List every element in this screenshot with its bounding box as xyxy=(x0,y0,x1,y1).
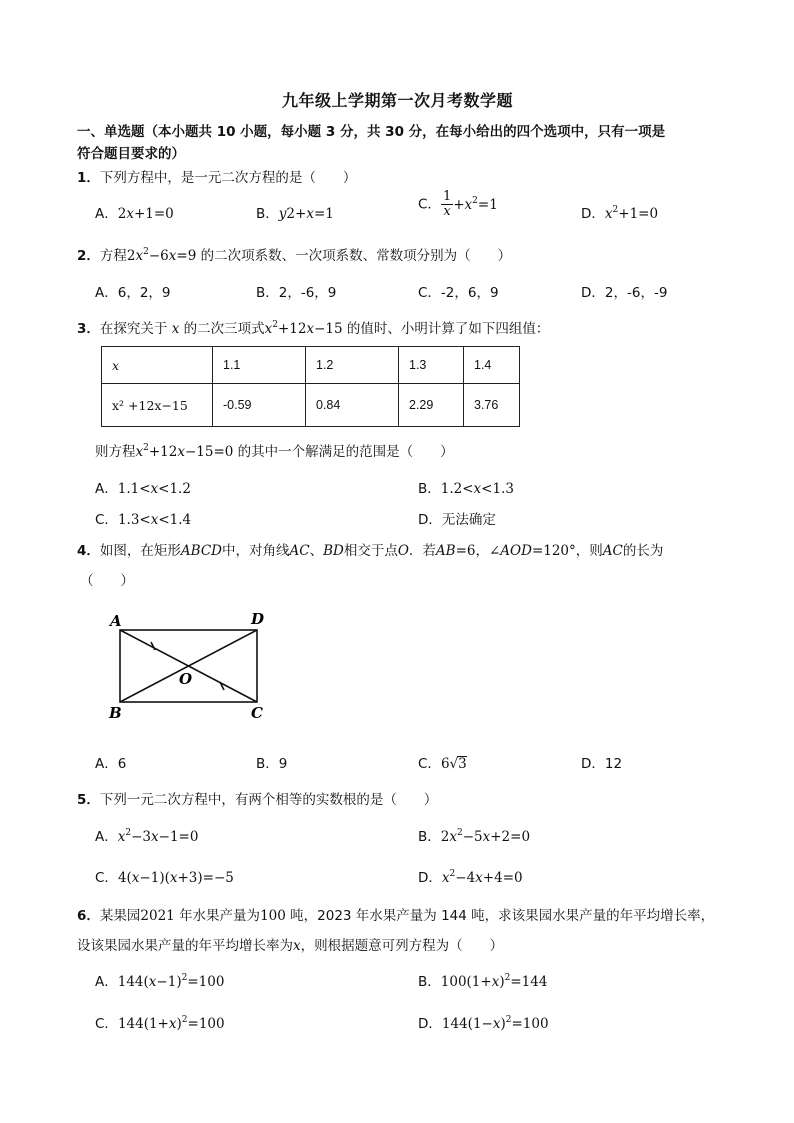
q3-option-b[interactable]: B．1.2<x<1.3 xyxy=(418,481,514,497)
question-6-line1: 6．某果园2021 年水果产量为100 吨，2023 年水果产量为 144 吨，求该果园水果产量的年平均增长率， xyxy=(77,908,715,924)
section-heading-line2: 符合题目要求的） xyxy=(77,146,185,162)
q4-option-b[interactable]: B．9 xyxy=(256,756,288,772)
label-c: C xyxy=(251,704,263,722)
table-cell: x xyxy=(102,347,213,384)
values-table xyxy=(101,346,520,427)
q4-option-d[interactable]: D．12 xyxy=(581,756,623,772)
label-d: D xyxy=(251,610,265,628)
q5-option-a[interactable]: A．$x^2-3x-1=0$ xyxy=(95,828,199,845)
table-row xyxy=(102,347,520,384)
q5-option-b[interactable]: B．$2x^2-5x+2=0$ xyxy=(418,828,531,845)
question-number: 1． xyxy=(77,170,100,186)
question-4-paren: （ ） xyxy=(80,573,134,589)
question-5: 5．下列一元二次方程中，有两个相等的实数根的是（ ） xyxy=(77,792,438,808)
table-cell: 0.84 xyxy=(306,384,399,427)
question-3: 3．在探究关于 x 的二次三项式$x^2+12x-15$ 的值时、小明计算了如下四组值： xyxy=(77,320,550,337)
question-stem: 下列方程中，是一元二次方程的是（ ） xyxy=(99,170,357,186)
q2-option-d[interactable]: D．2，-6，-9 xyxy=(581,285,668,301)
q4-option-a[interactable]: A．6 xyxy=(95,756,127,772)
table-cell: 1.1 xyxy=(213,347,306,384)
q3-option-d[interactable]: D．无法确定 xyxy=(418,512,496,528)
section-heading-line1: 一、单选题（本小题共 10 小题，每小题 3 分，共 30 分，在每小给出的四个选项中，只有一项是 xyxy=(77,124,666,140)
table-cell: 3.76 xyxy=(464,384,520,427)
question-4: 4．如图，在矩形ABCD中，对角线AC、BD相交于点O．若AB=6，∠AOD=120°，则AC的长为 xyxy=(77,543,664,559)
q1-option-d[interactable]: D．$x^2+1=0$ xyxy=(581,205,659,222)
question-1 xyxy=(77,166,356,186)
table-cell: 1.2 xyxy=(306,347,399,384)
rectangle-figure xyxy=(105,608,275,723)
question-2: 2．方程$2x^2-6x=9$ 的二次项系数、一次项系数、常数项分别为（ ） xyxy=(77,247,512,264)
table-cell: -0.59 xyxy=(213,384,306,427)
q6-option-c[interactable]: C．$144(1+x)^2=100$ xyxy=(95,1015,225,1032)
q5-option-d[interactable]: D．$x^2-4x+4=0$ xyxy=(418,869,523,886)
q2-option-b[interactable]: B．2，-6，9 xyxy=(256,285,337,301)
q6-option-d[interactable]: D．$144(1-x)^2=100$ xyxy=(418,1015,549,1032)
table-cell: 1.3 xyxy=(399,347,464,384)
q1-option-a[interactable]: A．2x+1=0 xyxy=(95,206,174,222)
label-a: A xyxy=(110,612,122,630)
label-o: O xyxy=(179,670,193,688)
q3-option-c[interactable]: C．1.3<x<1.4 xyxy=(95,512,192,528)
table-cell: 1.4 xyxy=(464,347,520,384)
q1-option-b[interactable]: B．y2+x=1 xyxy=(256,206,334,222)
q2-option-c[interactable]: C．-2，6，9 xyxy=(418,285,499,301)
q6-option-a[interactable]: A．$144(x-1)^2=100$ xyxy=(95,973,225,990)
q1-option-c[interactable]: C． $\frac{1}{x}$ $+x^2=1$ xyxy=(418,189,498,219)
table-cell: x² +12x−15 xyxy=(102,384,213,427)
q6-option-b[interactable]: B．$100(1+x)^2=144$ xyxy=(418,973,548,990)
page-title: 九年级上学期第一次月考数学题 xyxy=(282,91,514,110)
table-cell: 2.29 xyxy=(399,384,464,427)
question-3-follow: 则方程$x^2+12x-15=0$ 的其中一个解满足的范围是（ ） xyxy=(95,443,454,460)
q4-option-c[interactable]: C．6√3 xyxy=(418,756,467,772)
question-6-line2: 设该果园水果产量的年平均增长率为x，则根据题意可列方程为（ ） xyxy=(77,938,504,954)
q5-option-c[interactable]: C．4(x−1)(x+3)=−5 xyxy=(95,870,234,886)
label-b: B xyxy=(109,704,122,722)
table-row xyxy=(102,384,520,427)
q2-option-a[interactable]: A．6，2，9 xyxy=(95,285,171,301)
q3-option-a[interactable]: A．1.1<x<1.2 xyxy=(95,481,191,497)
